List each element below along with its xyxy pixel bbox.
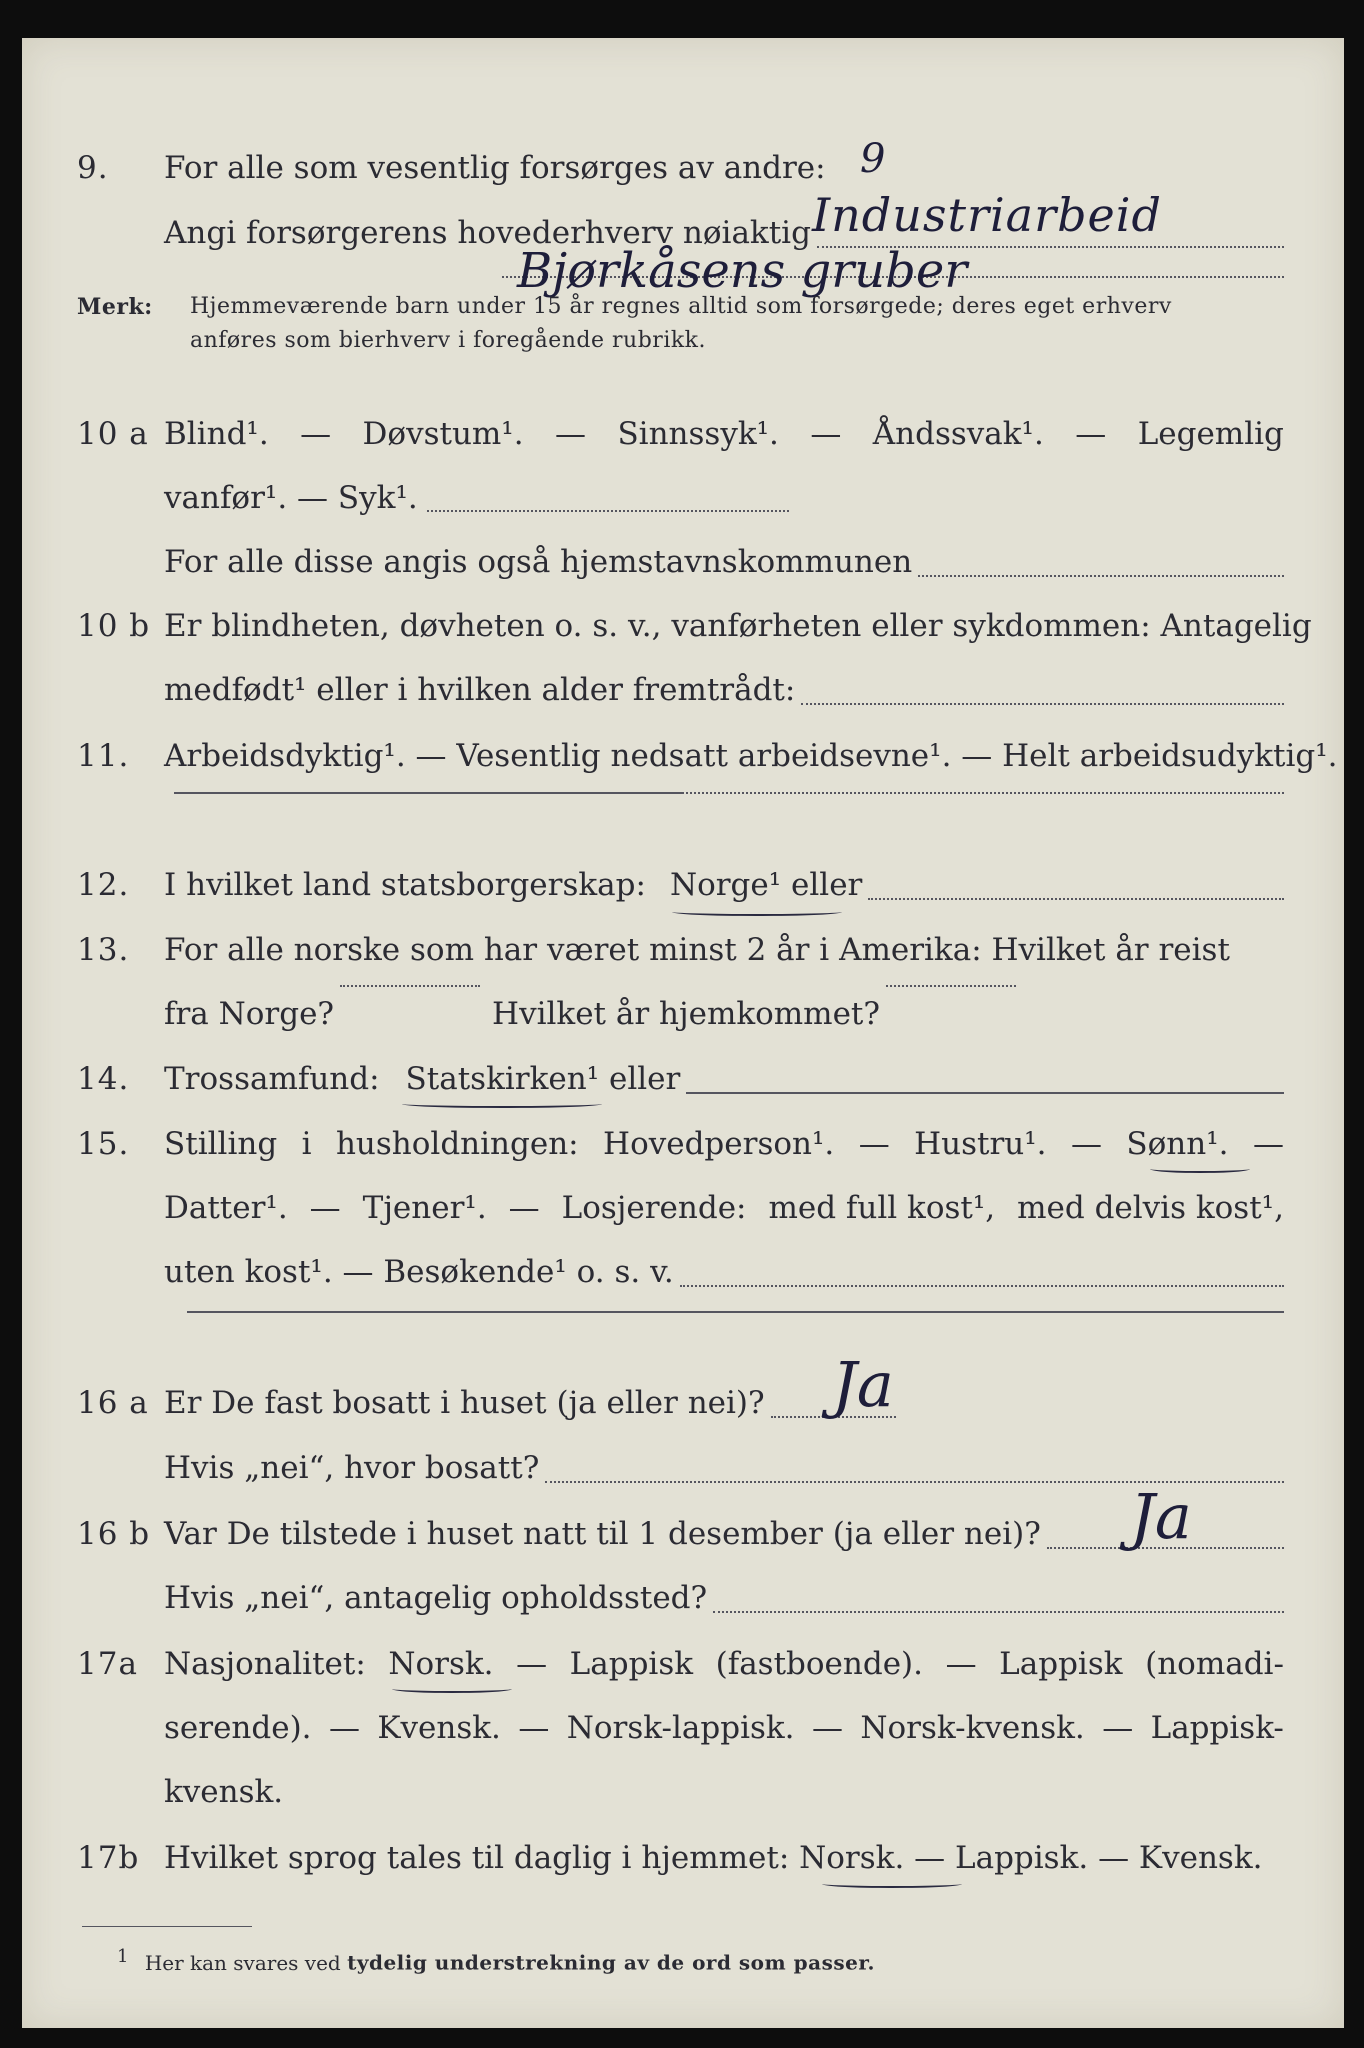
q12-number: 12. (77, 867, 130, 903)
q17a-word: serende). (164, 1710, 312, 1746)
q15-word: Hustru¹. (914, 1126, 1047, 1162)
q10a-line-2: vanfør¹. — Syk¹. (164, 480, 418, 516)
q15-word: — (508, 1190, 540, 1226)
q10a-word: — (810, 416, 842, 452)
q17a-line-3: kvensk. (164, 1774, 284, 1810)
q14-row-1 (22, 1049, 1344, 1109)
q17a-word: — (328, 1710, 360, 1746)
q10a-word: Sinnssyk¹. (617, 416, 779, 452)
q17a-word: — (1102, 1710, 1134, 1746)
q11-dotted-rule (682, 792, 1284, 794)
q10b-row-1 (22, 596, 1344, 656)
q17a-word: — (945, 1646, 977, 1682)
q15-number: 15. (77, 1126, 130, 1162)
footnote (117, 1942, 875, 1978)
q17a-word: Norsk-kvensk. (860, 1710, 1085, 1746)
q11-row-1 (22, 726, 1344, 786)
q17a-word: — (518, 1710, 550, 1746)
merk-line-1: Hjemmeværende barn under 15 år regnes alltid som forsørgede; deres eget erhverv (190, 294, 1172, 319)
q13-line-1: For alle norske som har været minst 2 år i Amerika: Hvilket år reist (164, 932, 1230, 968)
q9-line-1: For alle som vesentlig forsørges av andre: (164, 150, 826, 186)
q17a-word: — (811, 1710, 843, 1746)
q16a-number: 16 a (77, 1385, 149, 1421)
q12-row-1 (22, 855, 1344, 915)
q16b-answer-handwritten: Ja (1130, 1480, 1192, 1553)
q16a-answer-handwritten: Ja (832, 1348, 894, 1421)
q15-word: Stilling (164, 1126, 278, 1162)
q15-word: — (309, 1190, 341, 1226)
q11-line-1: Arbeidsdyktig¹. — Vesentlig nedsatt arbeidsevne¹. — Helt arbeidsudyktig¹. (164, 738, 1338, 774)
footnote-text: Her kan svares ved (144, 1950, 341, 1975)
q15-word: Tjener¹. (362, 1190, 487, 1226)
q15-word: — (1070, 1126, 1102, 1162)
q16b-line-2: Hvis „nei“, antagelig opholdssted? (164, 1580, 708, 1616)
q10a-line-3: For alle disse angis også hjemstavnskommunen (164, 544, 913, 580)
q14-line (686, 1091, 1284, 1094)
q16b-row-2 (22, 1568, 1344, 1628)
q10a-word: Legemlig (1137, 416, 1284, 452)
q17a-word-norsk: Norsk. (388, 1646, 494, 1682)
q15-row-3 (22, 1242, 1344, 1302)
q10a-word: — (300, 416, 332, 452)
q17a-row-1 (22, 1634, 1344, 1694)
census-form-page (22, 38, 1344, 2028)
merk-label: Merk: (77, 294, 153, 320)
q15-word: med delvis kost¹, (1017, 1190, 1284, 1226)
q17b-line-1: Hvilket sprog tales til daglig i hjemmet: Norsk. — Lappisk. — Kvensk. (164, 1840, 1263, 1876)
q15-underline-sonn (1150, 1165, 1250, 1173)
q12-answer-text: Norge¹ eller (669, 867, 863, 903)
q17a-word: Kvensk. (377, 1710, 501, 1746)
q15-solid-rule (187, 1311, 1284, 1313)
q10a-dotted-line (427, 510, 789, 512)
q17a-row-3 (22, 1762, 1344, 1822)
q10a-number: 10 a (77, 416, 149, 452)
q15-row-2 (22, 1178, 1344, 1238)
q17b-row-1 (22, 1828, 1344, 1888)
q12-line-1: I hvilket land statsborgerskap: (164, 867, 646, 903)
footnote-rule (82, 1926, 252, 1927)
q12-dotted-line (868, 897, 1284, 900)
q13-dotted-line-1 (340, 984, 480, 987)
q9-line-2: Angi forsørgerens hovederhverv nøiaktig (164, 215, 811, 251)
q10a-word: — (1075, 416, 1107, 452)
q11-solid-rule (174, 792, 682, 794)
q10a-word: Åndssvak¹. (872, 416, 1044, 452)
q16b-line-1: Var De tilstede i huset natt til 1 desember (ja eller nei)? (164, 1516, 1041, 1552)
q10a-word: Blind¹. (164, 416, 269, 452)
q15-word: — (1252, 1126, 1284, 1162)
q17b-underline-norsk (822, 1880, 962, 1888)
q11-number: 11. (77, 738, 130, 774)
q9-number: 9. (77, 150, 109, 186)
q17a-word: (nomadi- (1145, 1646, 1284, 1682)
q17a-word: Lappisk- (1150, 1710, 1284, 1746)
q10b-dotted-line (801, 702, 1284, 705)
q10b-line-2: medfødt¹ eller i hvilken alder fremtrådt: (164, 672, 796, 708)
q16b-dotted-line-2 (713, 1610, 1284, 1613)
q10a-word: — (555, 416, 587, 452)
q16a-line-2: Hvis „nei“, hvor bosatt? (164, 1450, 540, 1486)
footnote-text-bold: tydelig understrekning av de ord som passer. (347, 1950, 875, 1975)
q15-word: Datter¹. (164, 1190, 288, 1226)
footnote-mark: 1 (117, 1946, 129, 1967)
q13-line-2a: fra Norge? (164, 996, 335, 1032)
q15-word: i (301, 1126, 312, 1162)
q13-dotted-line-2 (886, 984, 1016, 987)
q14-number: 14. (77, 1061, 130, 1097)
q15-word: med full kost¹, (768, 1190, 996, 1226)
q17a-number: 17a (77, 1646, 138, 1682)
q17a-word: Lappisk (569, 1646, 694, 1682)
q17b-number: 17b (77, 1840, 140, 1876)
q17a-underline-norsk (392, 1685, 512, 1693)
q16a-row-1 (22, 1373, 1344, 1433)
q13-row-1 (22, 920, 1344, 980)
q9-answer-employer: Bjørkåsens gruber (517, 243, 968, 299)
q10b-row-2 (22, 660, 1344, 720)
q14-label: Trossamfund: (164, 1061, 380, 1097)
merk-line-2: anføres som bierhverv i foregående rubrikk. (190, 328, 707, 353)
q9-answer-occupation: Industriarbeid (812, 188, 1162, 242)
q17a-word: Norsk-lappisk. (566, 1710, 795, 1746)
q12-underline-norge (672, 908, 842, 916)
q15-line-3: uten kost¹. — Besøkende¹ o. s. v. (164, 1254, 674, 1290)
q10a-word: Døvstum¹. (362, 416, 524, 452)
q10a-row-1 (22, 404, 1344, 464)
q17a-row-2 (22, 1698, 1344, 1758)
q15-word-sonn: Sønn¹. (1126, 1126, 1229, 1162)
q15-row-1 (22, 1114, 1344, 1174)
q9-mark-handwritten: 9 (860, 136, 886, 182)
q10b-line-1: Er blindheten, døvheten o. s. v., vanførheten eller sykdommen: Antagelig (164, 608, 1312, 644)
q15-word: Hovedperson¹. (603, 1126, 835, 1162)
q14-text: Statskirken¹ eller (405, 1061, 681, 1097)
q17a-word: Lappisk (999, 1646, 1123, 1682)
q15-word: Losjerende: (561, 1190, 747, 1226)
q10a-row-2 (22, 468, 1344, 528)
q17a-word: — (516, 1646, 548, 1682)
q16b-number: 16 b (77, 1516, 151, 1552)
q13-line-2b: Hvilket år hjemkommet? (492, 996, 881, 1032)
q10b-number: 10 b (77, 608, 151, 644)
q14-underline-statskirken (402, 1100, 602, 1108)
q10a-row-3 (22, 532, 1344, 592)
q17a-word: (fastboende). (715, 1646, 923, 1682)
q15-dotted-line (680, 1284, 1284, 1287)
q15-word: — (858, 1126, 890, 1162)
q16a-line-1: Er De fast bosatt i huset (ja eller nei)? (164, 1385, 765, 1421)
q13-number: 13. (77, 932, 130, 968)
q10a-dotted-line-2 (918, 574, 1284, 577)
q15-word: husholdningen: (335, 1126, 579, 1162)
q17a-word: Nasjonalitet: (164, 1646, 366, 1682)
q13-row-2 (22, 984, 1344, 1044)
